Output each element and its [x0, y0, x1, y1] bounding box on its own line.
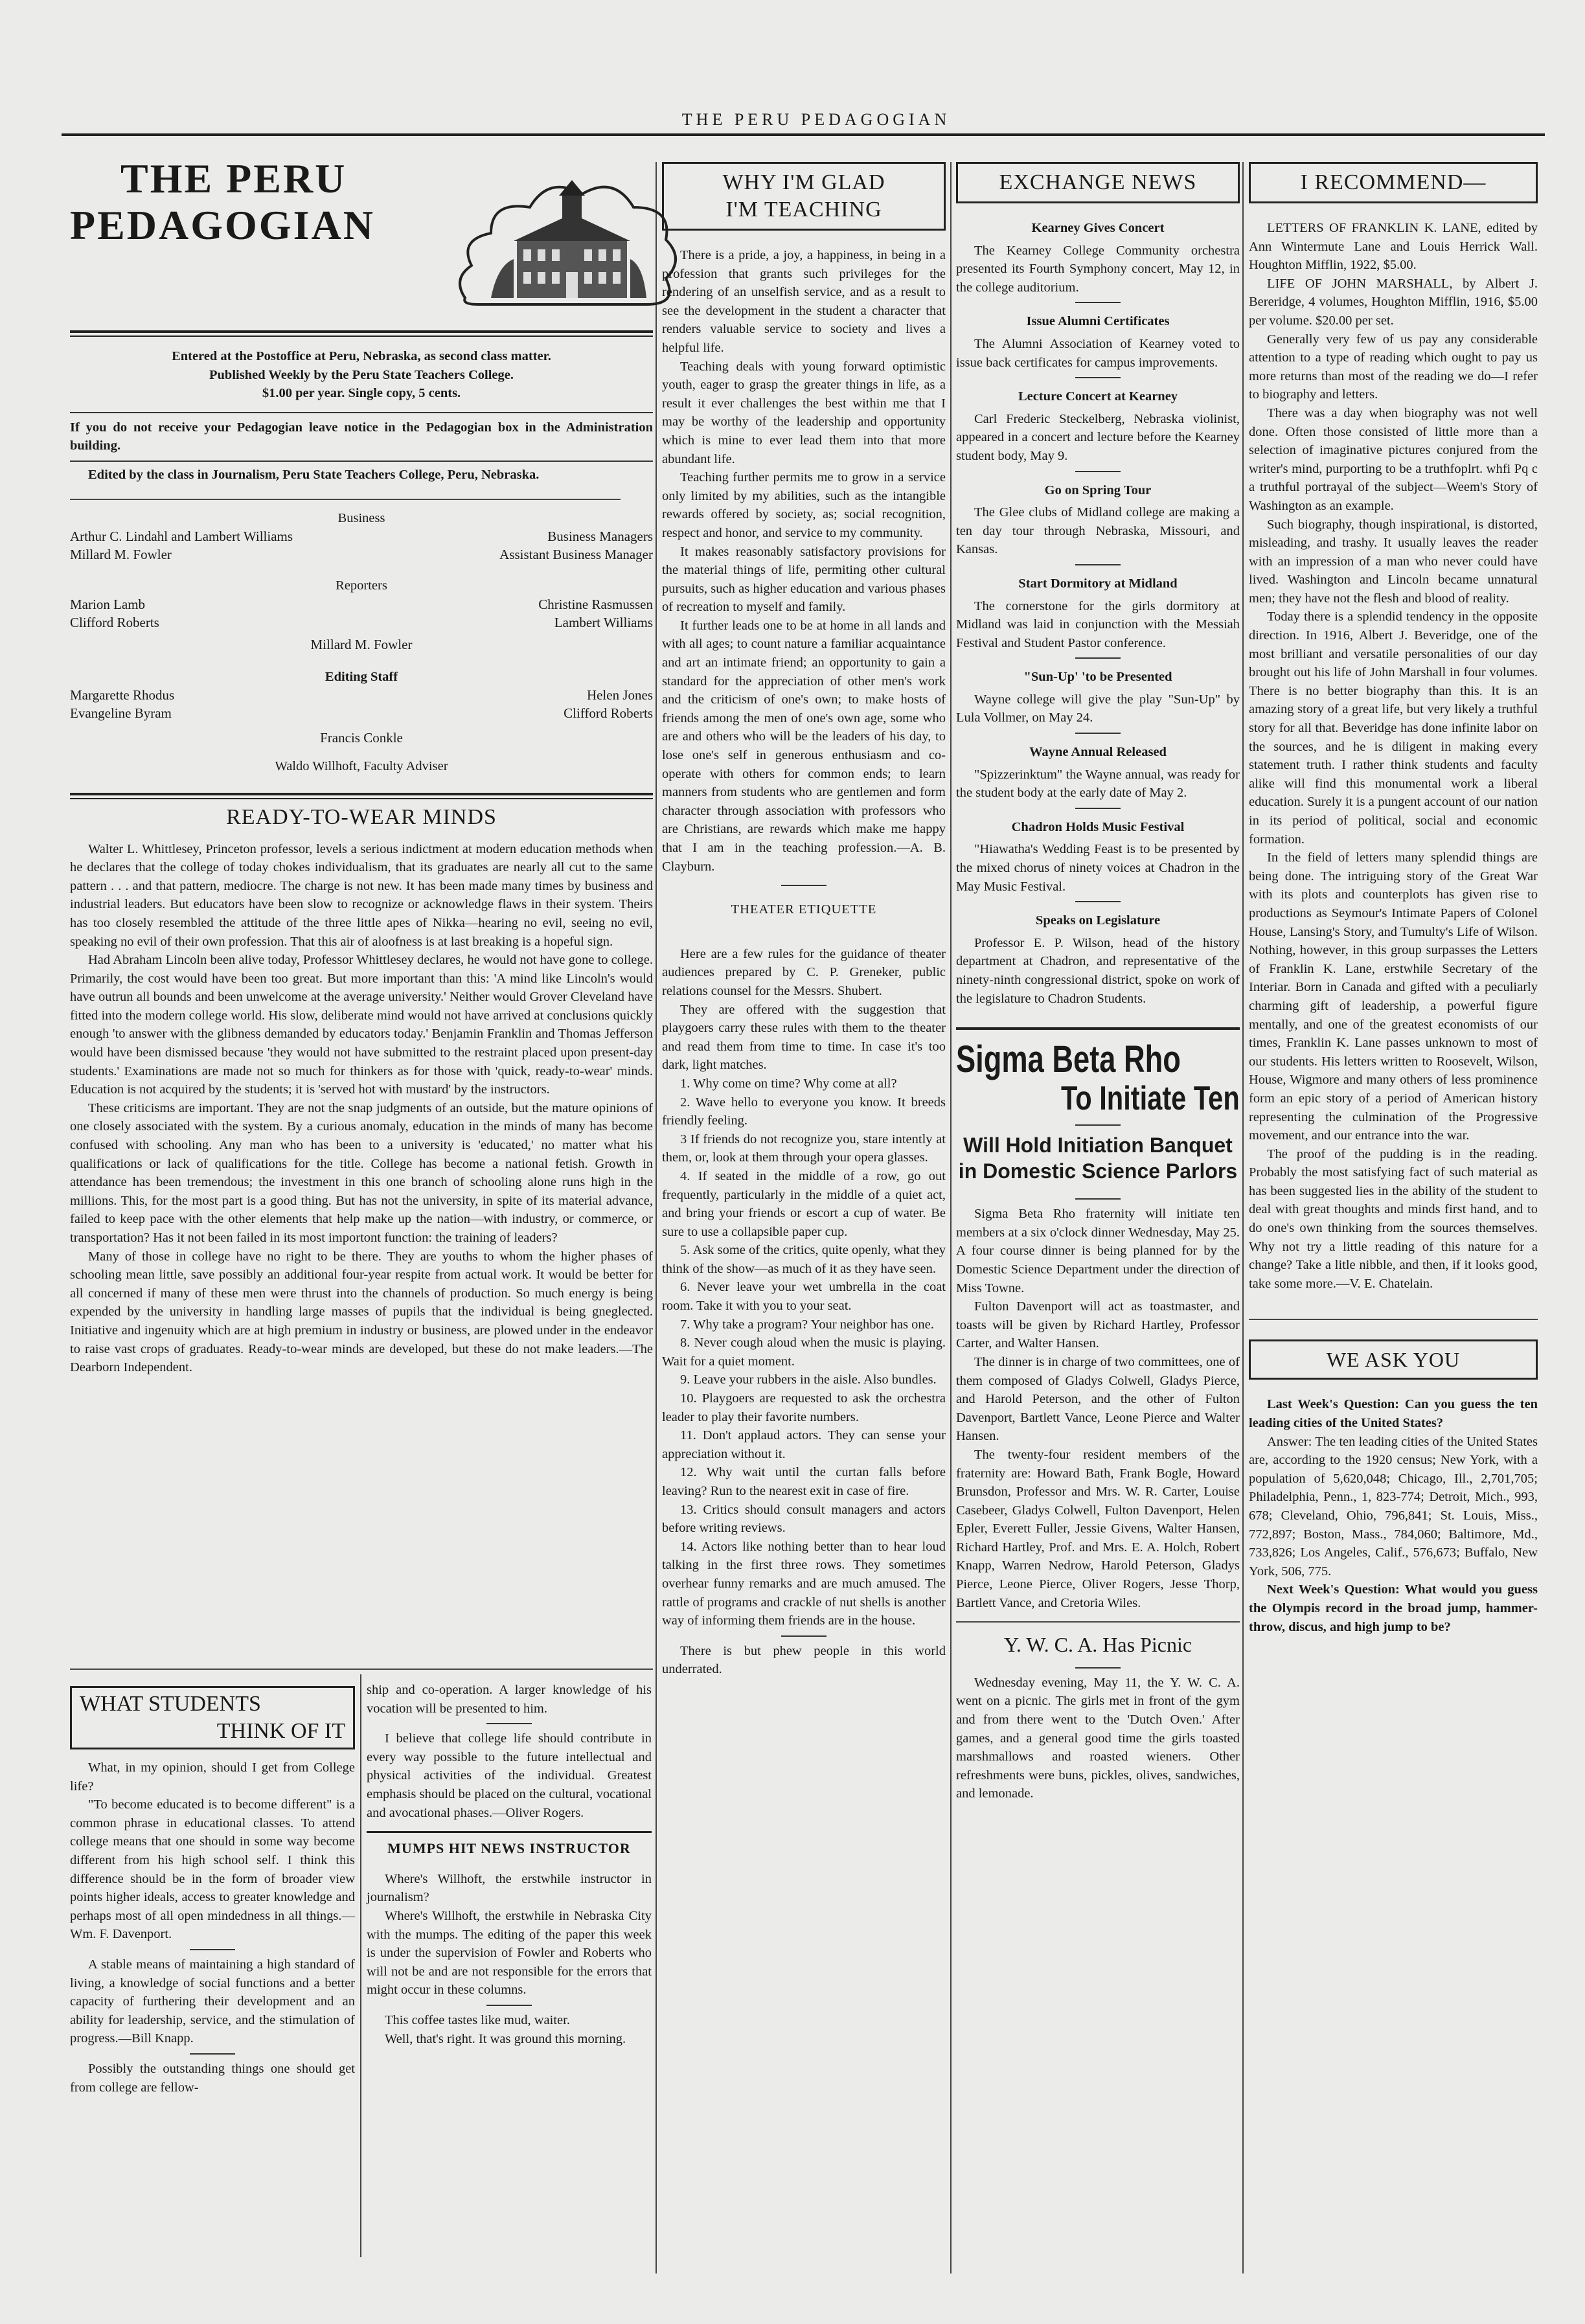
exchange-item-head: Lecture Concert at Kearney — [1018, 389, 1178, 404]
business-staff: Arthur C. Lindahl and Lambert Williams Business Managers Millard M. Fowler Assistant Business Manager — [70, 529, 653, 563]
theater-rule: 1. Why come on time? Why come at all? — [680, 1076, 897, 1091]
theater-rule: 5. Ask some of the critics, quite openly, what they think of the show—as much of it as they have seen. — [662, 1243, 946, 1276]
glad-paragraph: It makes reasonably satisfactory provisions for the material things of life, permiting other cultural pursuits, such as higher education and various phases of recreation to myself and family. — [662, 544, 946, 615]
faculty-adviser: Waldo Willhoft, Faculty Adviser — [275, 759, 448, 774]
sigma-paragraph: The dinner is in charge of two committees, one of them composed of Gladys Colwell, Gladys Pierce, and Harold Peterson, and the other of Fulton Davenport, Bartlett Vance, Leone Pierce and Walter Hansen. — [956, 1354, 1240, 1444]
exchange-item — [956, 564, 1240, 652]
divider — [1075, 564, 1121, 565]
exchange-item — [956, 901, 1240, 1008]
theater-rule: 4. If seated in the middle of a row, go out frequently, particularly in the middle of a quiet act, and bring your friends or escort a cup of water. Be sure to use a collapsible paper cup. — [662, 1168, 946, 1239]
exchange-item — [956, 808, 1240, 896]
theater-title: THEATER ETIQUETTE — [731, 902, 877, 917]
recommend-title: I RECOMMEND— — [1249, 162, 1538, 203]
exchange-item-head: Wayne Annual Released — [1029, 745, 1167, 760]
editing-staff: Margarette Rhodus Helen Jones Evangeline Byram Clifford Roberts Francis Conkle — [70, 687, 653, 746]
exchange-item-head: Go on Spring Tour — [1044, 483, 1152, 497]
exchange-items — [956, 219, 1240, 1008]
divider — [1075, 302, 1121, 303]
sigma-paragraph: Sigma Beta Rho fraternity will initiate ten members at a six o'clock dinner Wednesday, May 25. A four course dinner is being planned for by the Domestic Science Department under the direction of Miss Towne. — [956, 1207, 1240, 1295]
theater-paragraph: They are offered with the suggestion that playgoers carry these rules with them to the theater and read them from time to time. In case it's too dark, light matches. — [662, 1002, 946, 1073]
divider — [1075, 901, 1121, 902]
wst-paragraph: What, in my opinion, should I get from College life? — [70, 1760, 355, 1794]
price-note: $1.00 per year. Single copy, 5 cents. — [262, 386, 461, 401]
theater-rule: 13. Critics should consult managers and actors before writing reviews. — [662, 1502, 946, 1536]
ask-title: WE ASK YOU — [1249, 1339, 1538, 1380]
sigma-paragraph: Fulton Davenport will act as toastmaster, and toasts will be given by Richard Hartley, Professor Carter, and Walter Hansen. — [956, 1299, 1240, 1351]
theater-rule: 12. Why wait until the curtan falls before leaving? Run to the nearest exit in case of fire. — [662, 1465, 946, 1498]
exchange-item-head: Chadron Holds Music Festival — [1011, 819, 1185, 834]
exchange-item-body: The Glee clubs of Midland college are making a ten day tour through Nebraska, Missouri, and Kansas. — [956, 505, 1240, 557]
exchange-item-head: Start Dormitory at Midland — [1018, 576, 1178, 591]
masthead — [70, 155, 653, 1377]
wst-paragraph: I believe that college life should contribute in every way possible to the future intellectual and physical activities of the individual. Greatest emphasis should be placed on the cultural, vocational and avocational phases.—Oliver Rogers. — [367, 1731, 652, 1820]
divider — [1075, 733, 1121, 734]
exchange-item — [956, 219, 1240, 297]
wst-continued — [367, 1681, 652, 2048]
entry-note: Entered at the Postoffice at Peru, Nebraska, as second class matter. — [172, 349, 551, 363]
exchange-item-body: The cornerstone for the girls dormitory at Midland was laid in conjunction with the Messiah Festival and Student Pastor conference. — [956, 598, 1240, 650]
theater-rule: 3 If friends do not recognize you, stare intently at them, or, look at them through your opera glasses. — [662, 1132, 946, 1165]
glad-paragraph: Teaching further permits me to grow in a service only limited by my abilities, such as the intangible rewards offered by society, as; social recognition, respect and honor, and service to my community. — [662, 470, 946, 540]
column-rule — [360, 1674, 361, 2257]
theater-rule: 14. Actors like nothing better than to hear loud talking in the first three rows. They sometimes overhear funny remarks and are much amused. The rattle of programs and crackle of nut shells is another way of informing them friends are in the house. — [662, 1539, 946, 1628]
mumps-paragraph: This coffee tastes like mud, waiter. — [385, 2012, 570, 2027]
recommend-paragraph: Such biography, though inspirational, is distorted, misleading, and trashy. It usually leaves the reader with an impression of a man who never could have lived. Washington and Lincoln became unnatural men; they have not the flesh and blood of reality. — [1249, 517, 1538, 606]
recommend-paragraph: The proof of the pudding is in the reading. Probably the most satisfying fact of such material as has been suggested lies in the ability of the student to deal with great thoughts and minds first hand, and to do one's own thinking from the sources themselves. Why not try a little reading of this nature for a change? Take a litle nibble, and then, if it looks good, take some more.—V. E. Chatelain. — [1249, 1146, 1538, 1291]
mumps-paragraph: Well, that's right. It was ground this morning. — [385, 2031, 626, 2046]
exchange-item — [956, 377, 1240, 465]
recommend-paragraph: Generally very few of us pay any considerable attention to a type of reading which ought to pay us more returns than most of the reading we do—I refer to biography and letters. — [1249, 332, 1538, 402]
business-heading: Business — [337, 510, 385, 525]
exchange-item-body: Professor E. P. Wilson, head of the history department at Chadron, and representative of the ninety-ninth congressional district, spoke on work of the legislature to Chadron Students. — [956, 935, 1240, 1006]
exchange-item-head: Kearney Gives Concert — [1031, 221, 1165, 235]
theater-rule: 2. Wave hello to everyone you know. It breeds friendly feeling. — [662, 1095, 946, 1128]
sigma-deck: Will Hold Initiation Banquet in Domestic Science Parlors — [958, 1134, 1238, 1183]
edited-by: Edited by the class in Journalism, Peru State Teachers College, Peru, Nebraska. — [88, 467, 540, 482]
rtw-paragraph: Had Abraham Lincoln been alive today, Professor Whittlesey declares, he would not have gone to college. Primarily, the cost would have been too great. But more important than this: 'A mind like Lincoln's would have outrun all bounds and been unwelcome at the average university.' Neither would Grover Cleveland have fitted into the modern college world. His slow, deliberate mind would not have arrived at conclusions quickly enough 'to answer with the glibness demanded by educators today.' Benjamin Franklin and Thomas Jefferson would have been dismissed because 'they would not have submitted to the restraint placed upon present-day students.' Examinations are made not so much for thinkers as for those with 'quick, ready-to-wear' minds. Education is not acquired by the students; it is 'served hot with mustard' by the instructors. — [70, 953, 653, 1097]
mumps-title: MUMPS HIT NEWS INSTRUCTOR — [387, 1840, 631, 1857]
exchange-item — [956, 657, 1240, 727]
running-head: THE PERU PEDAGOGIAN — [681, 110, 951, 129]
ask-paragraph: Answer: The ten leading cities of the United States are, according to the 1920 census; New York, with a population of 5,620,048; Chicago, Ill., 2,701,705; Philadelphia, Penn., 1, 823-774; Detroit, Mich., 993, 678; Cleveland, Ohio, 796,841; St. Louis, Miss., 772,897; Boston, Mass., 784,060; Baltimore, Md., 733,826; Los Angeles, Calif., 576,673; Buffalo, New York, 506, 775. — [1249, 1434, 1538, 1578]
theater-paragraph: Here are a few rules for the guidance of theater audiences prepared by C. P. Greneker, public relations counsel for the Messrs. Shubert. — [662, 946, 946, 998]
divider — [1075, 808, 1121, 809]
recommend-paragraph: In the field of letters many splendid things are being done. The intriguing story of the Great War with its plots and counterplots has given rise to productions as Seymour's Intimate Papers of Colonel House, Lansing's Story, and Tumulty's Life of Wilson. Nothing, however, in this group surpasses the Letters of Franklin K. Lane, erstwhile Secretary of the Interiar. Born in Canada and gifted with a peculiarly charming gift of leadership, a powerful figure mentally, and one of the greatest economists of our times, Franklin K. Lane passes unknown to most of our students. His letters written to Roosevelt, Wilson, House, Wigmore and many others of less prominence form an epic story of a period of American history representing the culmination of the Progressive movement, and our entrance into the war. — [1249, 850, 1538, 1143]
sigma-paragraph: The twenty-four resident members of the fraternity are: Howard Bath, Frank Bogle, Howard Brunsdon, Professor and Mrs. W. R. Carter, Louise Casebeer, Gladys Colwell, Fulton Davenport, Helen Epler, Everett Fuller, Jessie Givens, Walter Hansen, Richard Hartley, Prof. and Mrs. E. A. Holch, Robert Knapp, Warren Nedrow, Harold Peterson, Gladys Pierce, Leone Pierce, Oliver Rogers, Jesse Thorp, Bartlett Vance, and Cretoria Wiles. — [956, 1447, 1240, 1610]
delivery-notice: If you do not receive your Pedagogian leave notice in the Pedagogian box in the Administration building. — [70, 420, 653, 453]
exchange-item — [956, 302, 1240, 372]
ask-paragraph: Last Week's Question: Can you guess the ten leading cities of the United States? — [1249, 1397, 1538, 1431]
rtw-paragraph: Walter L. Whittlesey, Princeton professor, levels a serious indictment at modern education methods when he declares that the college of today chokes individualism, that its graduates are nearly all cut to the same pattern . . . and that pattern, mediocre. The charge is not new. It has been made many times by business and industrial leaders. But educators have been slow to recognize or acknowledge flaws in their system. Theirs has too closely resembled the attitude of the three little apes of Nikka—hearing no evil, seeing no evil, speaking no evil of their own profession. That this air of aloofness is at last breaking is a hopeful sign. — [70, 841, 653, 949]
top-rule — [62, 133, 1545, 136]
glad-paragraph: There is a pride, a joy, a happiness, in being in a profession that grants such privileges for the rendering of an unselfish service, and as a result to see the development in the student a character that renders valuable service to society and lives a helpful life. — [662, 248, 946, 355]
theater-rules — [662, 1075, 946, 1630]
theater-rule: 9. Leave your rubbers in the aisle. Also bundles. — [680, 1373, 937, 1387]
exchange-item-body: Carl Frederic Steckelberg, Nebraska violinist, appeared in a concert and lecture before the Kearney student body, May 9. — [956, 411, 1240, 463]
theater-rule: 11. Don't applaud actors. They can sense your appreciation without it. — [662, 1428, 946, 1461]
why-glad-title: WHY I'M GLAD I'M TEACHING — [662, 162, 946, 231]
exchange-item-body: "Hiawatha's Wedding Feast is to be presented by the mixed chorus of ninety voices at Chadron in the May Music Festival. — [956, 842, 1240, 894]
rtw-paragraph: These criticisms are important. They are not the snap judgments of an outside, but the mature opinions of one closely associated with the system. By a curious anomaly, education in the minds of many has become confused with schooling. Any man who has been to a university is 'educated,' no matter what his qualifications or lack of qualifications for the title. College has become a national fetish. Growth in attendance has been tremendous; the investment in this one branch of schooling alone runs high in the millions. This, for the most part is a good thing. But has not the university, in spite of its material advance, failed to keep pace with the other elements that help make up the nation—with industry, or commerce, or transportation? Has it not been failed in its most importont function: the training of leaders? — [70, 1100, 653, 1245]
column-rule — [656, 162, 657, 2273]
column-rule — [950, 162, 952, 2273]
glad-paragraph: Teaching deals with young forward optimistic youth, eager to grasp the greater things in life, as a result it ever challenges the best within me that I may be worthy of the leadership and opportunity which is mine to ever lead them into that more abundant life. — [662, 359, 946, 466]
theater-paragraph: There is but phew people in this world underrated. — [662, 1643, 946, 1677]
mumps-paragraph: Where's Willhoft, the erstwhile instructor in journalism? — [367, 1871, 652, 1905]
exchange-news — [956, 162, 1240, 1803]
column-rule — [1242, 162, 1244, 2273]
publisher-note: Published Weekly by the Peru State Teachers College. — [209, 367, 514, 382]
wst-paragraph: "To become educated is to become different" is a common phrase in educational classes. To attend college means that one should in some way become different from his high school self. I think this difference should be in the form of broader view points higher ideals, access to greater knowledge and perhaps most of all open mindedness in all things.—Wm. F. Davenport. — [70, 1797, 355, 1942]
exchange-item-body: The Alumni Association of Kearney voted to issue back certificates for campus improvements. — [956, 336, 1240, 370]
ywca-paragraph: Wednesday evening, May 11, the Y. W. C. A. went on a picnic. The girls met in front of the gym and from there went to the 'Dutch Oven.' After games, and a general good time the girls toasted marshmallows and roasted wieners. Other refreshments were buns, pickles, olives, sandwiches, and lemonade. — [956, 1675, 1240, 1801]
recommend-paragraph: There was a day when biography was not well done. Often those consisted of little more than a selection of imaginative pictures conjured from the writer's mind, purporting to be a truthfoplrt. whfi Pq c a truthful portrayal of the subject—Weem's Story of Washington as an example. — [1249, 405, 1538, 513]
what-students-title: WHAT STUDENTS THINK OF IT — [70, 1686, 355, 1749]
exchange-item-body: "Spizzerinktum" the Wayne annual, was ready for the student body at the early date of May 2. — [956, 767, 1240, 801]
divider — [1075, 657, 1121, 659]
exchange-item-head: Issue Alumni Certificates — [1026, 314, 1170, 329]
editing-heading: Editing Staff — [325, 669, 398, 684]
rtw-title: READY-TO-WEAR MINDS — [226, 804, 497, 829]
reporters-staff: Marion Lamb Christine Rasmussen Clifford Roberts Lambert Williams Millard M. Fowler — [70, 596, 653, 652]
divider — [1075, 471, 1121, 472]
theater-rule: 7. Why take a program? Your neighbor has one. — [680, 1317, 934, 1332]
theater-rule: 8. Never cough aloud when the music is playing. Wait for a quiet moment. — [662, 1336, 946, 1369]
recommend-article — [1249, 162, 1538, 1636]
divider — [1075, 377, 1121, 378]
recommend-paragraph: LETTERS OF FRANKLIN K. LANE, edited by Ann Wintermute Lane and Louis Herrick Wall. Houghton Mifflin, 1922, $5.00. — [1249, 221, 1538, 273]
why-glad-article — [662, 162, 946, 1679]
glad-paragraph: It further leads one to be at home in all lands and with all ages; to count nature a familiar acquaintance and art an intimate friend; an opportunity to gain a standard for the appreciation of other men's work and the criticism of one's own; to make hosts of friends among the men of one's own age, some who are and others who will be the leaders of his day, to lose one's self in generous enthusiasm and co-operate with others for common ends; to learn manners from students who are gentlemen and form character through association with professors who are Christians, are rewards which make me happy that I am in the teaching profession.—A. B. Clayburn. — [662, 618, 946, 874]
theater-rule: 10. Playgoers are requested to ask the orchestra leader to play their favorite numbers. — [662, 1391, 946, 1424]
theater-rule: 6. Never leave your wet umbrella in the coat room. Take it with you to your seat. — [662, 1280, 946, 1314]
sigma-headline: Sigma Beta Rho To Initiate Ten — [956, 1038, 1240, 1118]
wst-paragraph: A stable means of maintaining a high standard of living, a knowledge of social functions and a better capacity of furthering their development and an ability for leadership, service, and the stimulation of progress.—Bill Knapp. — [70, 1957, 355, 2046]
exchange-title: EXCHANGE NEWS — [956, 162, 1240, 203]
rtw-paragraph: Many of those in college have no right to be there. They are youths to whom the higher phases of schooling mean little, save possibly an additional four-year respite from actual work. It would be better for all concerned if many of these men were thrust into the channels of production. So much energy is being expended by the university in handling large masses of pupils that the individual is being gneglected. Initiative and ingenuity which are at high premium in industry or business, are plowed under in the endeavor to raise vast crops of graduates. Ready-to-wear minds are developed, but these do not make leaders.—The Dearborn Independent. — [70, 1249, 653, 1375]
recommend-paragraph: Today there is a splendid tendency in the opposite direction. In 1916, Albert J. Beveridge, one of the most brilliant and versatile personalities of our day brought out his life of John Marshall in four volumes. There is no better biography than this. It is an amazing story of a great life, but very likely a truthful story for all that. Beveridge has done infinite labor on the sources, and he is diligent in making every statement truth. I rather think students and faculty alike will find this monumental work a liberal education. Surely it is a pungent account of our nation in its period of political, social and economic formation. — [1249, 609, 1538, 847]
exchange-item-body: The Kearney College Community orchestra presented its Fourth Symphony concert, May 12, in the college auditorium. — [956, 243, 1240, 295]
exchange-item — [956, 471, 1240, 559]
exchange-item-head: Speaks on Legislature — [1035, 913, 1161, 928]
schoolhouse-illustration — [452, 168, 685, 324]
recommend-paragraph: LIFE OF JOHN MARSHALL, by Albert J. Bereridge, 4 volumes, Houghton Mifflin, 1916, $5.00 per volume. $20.00 per set. — [1249, 276, 1538, 328]
wst-paragraph: ship and co-operation. A larger knowledge of his vocation will be presented to him. — [367, 1683, 652, 1716]
ask-paragraph: Next Week's Question: What would you guess the Olympis record in the broad jump, hammer-throw, discus, and high jump to be? — [1249, 1582, 1538, 1634]
what-students-article — [70, 1681, 355, 2097]
masthead-title: THE PERU PEDAGOGIAN — [70, 155, 375, 248]
exchange-item-head: "Sun-Up' 'to be Presented — [1023, 670, 1172, 685]
reporters-heading: Reporters — [336, 578, 387, 593]
section-rule — [70, 1669, 653, 1670]
mumps-paragraph: Where's Willhoft, the erstwhile in Nebraska City with the mumps. The editing of the paper this week is under the supervision of Fowler and Roberts who will not be and are not responsible for the errors that might occur in these columns. — [367, 1908, 652, 1998]
ywca-title: Y. W. C. A. Has Picnic — [1003, 1633, 1192, 1657]
exchange-item-body: Wayne college will give the play "Sun-Up" by Lula Vollmer, on May 24. — [956, 692, 1240, 725]
exchange-item — [956, 733, 1240, 803]
wst-paragraph: Possibly the outstanding things one should get from college are fellow- — [70, 2061, 355, 2095]
